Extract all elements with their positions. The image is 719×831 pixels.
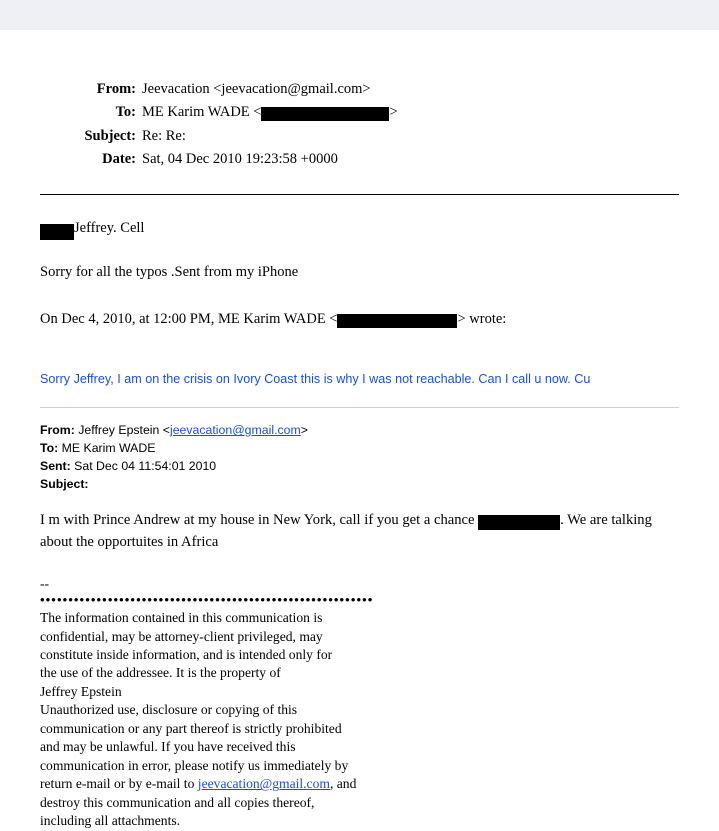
subject-value: Re: Re: xyxy=(142,127,186,144)
to-label: To: xyxy=(115,104,136,121)
signature-dashes: -- xyxy=(40,575,50,591)
quoted-reply-text: Sorry Jeffrey, I am on the crisis on Ivory Coast this is why I was not reachable. Can I call u now. Cu xyxy=(40,372,591,387)
disclaimer-line: confidential, may be attorney-client privileged, may xyxy=(40,628,323,644)
disclaimer-line: communication or any part thereof is strictly prohibited xyxy=(40,720,342,736)
message-body xyxy=(0,217,719,330)
on-date-line xyxy=(40,308,679,330)
redaction-bar-to xyxy=(261,107,389,121)
email-header xyxy=(0,78,719,172)
greeting-text: Jeffrey. Cell xyxy=(74,219,145,236)
disclaimer-line: constitute inside information, and is intended only for xyxy=(40,646,333,662)
header-divider xyxy=(40,194,679,195)
quoted-message-line-1a: I m with Prince Andrew at my house in New York, call if you get a chance xyxy=(40,511,479,528)
quoted-to-value: ME Karim WADE xyxy=(61,441,156,456)
from-value: Jeevacation <jeevacation@gmail.com> xyxy=(142,81,371,97)
from-label: From: xyxy=(96,81,136,97)
quoted-message-line-1 xyxy=(40,510,679,531)
date-label: Date: xyxy=(102,151,136,168)
quoted-subject-label: Subject: xyxy=(40,476,89,491)
quoted-divider xyxy=(40,407,679,408)
quoted-to-label: To: xyxy=(40,441,59,456)
quoted-email-header xyxy=(0,422,719,493)
redaction-bar-greeting xyxy=(40,224,74,240)
redaction-bar-wrote xyxy=(337,314,457,328)
page-top-band xyxy=(0,0,719,30)
document-content xyxy=(0,30,719,831)
greeting-line xyxy=(40,217,679,239)
disclaimer-return-suffix: , and xyxy=(329,776,357,792)
disclaimer-owner-name: Jeffrey Epstein xyxy=(40,683,122,699)
to-value-suffix: > xyxy=(389,104,398,121)
disclaimer-return-line xyxy=(40,775,679,793)
disclaimer-line: destroy this communication and all copies thereof, xyxy=(40,794,315,810)
disclaimer-return-prefix: return e-mail or by e-mail to xyxy=(40,776,198,792)
quoted-message-line-2: about the opportuites in Africa xyxy=(40,533,219,550)
header-row-from xyxy=(40,78,679,101)
signature-dot-separator: ••••••••••••••••••••••••••••••••••••••••••••••••••••••••••• xyxy=(40,592,374,608)
disclaimer-line: Unauthorized use, disclosure or copying of this xyxy=(40,702,298,718)
header-row-date xyxy=(40,148,679,171)
quoted-message-line-1b: . We are talking xyxy=(560,511,652,528)
on-date-prefix: On Dec 4, 2010, at 12:00 PM, ME Karim WADE < xyxy=(40,310,338,327)
disclaimer-return-email-link[interactable]: jeevacation@gmail.com xyxy=(197,776,330,792)
quoted-from-row xyxy=(40,422,679,440)
to-value-prefix: ME Karim WADE < xyxy=(142,104,262,121)
disclaimer-line: including all attachments. xyxy=(40,813,181,829)
signature-block xyxy=(0,575,719,831)
on-date-suffix: > wrote: xyxy=(457,310,507,327)
date-value: Sat, 04 Dec 2010 19:23:58 +0000 xyxy=(142,151,338,168)
quoted-sent-row xyxy=(40,458,679,476)
quoted-from-name: Jeffrey Epstein < xyxy=(78,423,170,438)
redaction-bar-chance xyxy=(478,515,560,530)
quoted-to-row xyxy=(40,440,679,458)
disclaimer-line: communication in error, please notify us immediately by xyxy=(40,757,349,773)
quoted-message-body xyxy=(0,510,719,553)
typos-note: Sorry for all the typos .Sent from my iPhone xyxy=(40,264,299,281)
disclaimer-line: The information contained in this communication is xyxy=(40,610,323,626)
subject-label: Subject: xyxy=(84,127,136,144)
header-row-to xyxy=(40,101,679,124)
quoted-sent-value: Sat Dec 04 11:54:01 2010 xyxy=(74,458,217,473)
header-row-subject xyxy=(40,125,679,148)
quoted-from-email-link[interactable]: jeevacation@gmail.com xyxy=(169,423,301,438)
quoted-sent-label: Sent: xyxy=(40,458,71,473)
quoted-subject-row xyxy=(40,476,679,494)
disclaimer-line: and may be unlawful. If you have received this xyxy=(40,739,296,755)
to-value xyxy=(142,101,679,124)
disclaimer-line: the use of the addressee. It is the property of xyxy=(40,665,281,681)
quoted-from-label: From: xyxy=(40,423,75,438)
quoted-from-close: > xyxy=(300,423,308,438)
